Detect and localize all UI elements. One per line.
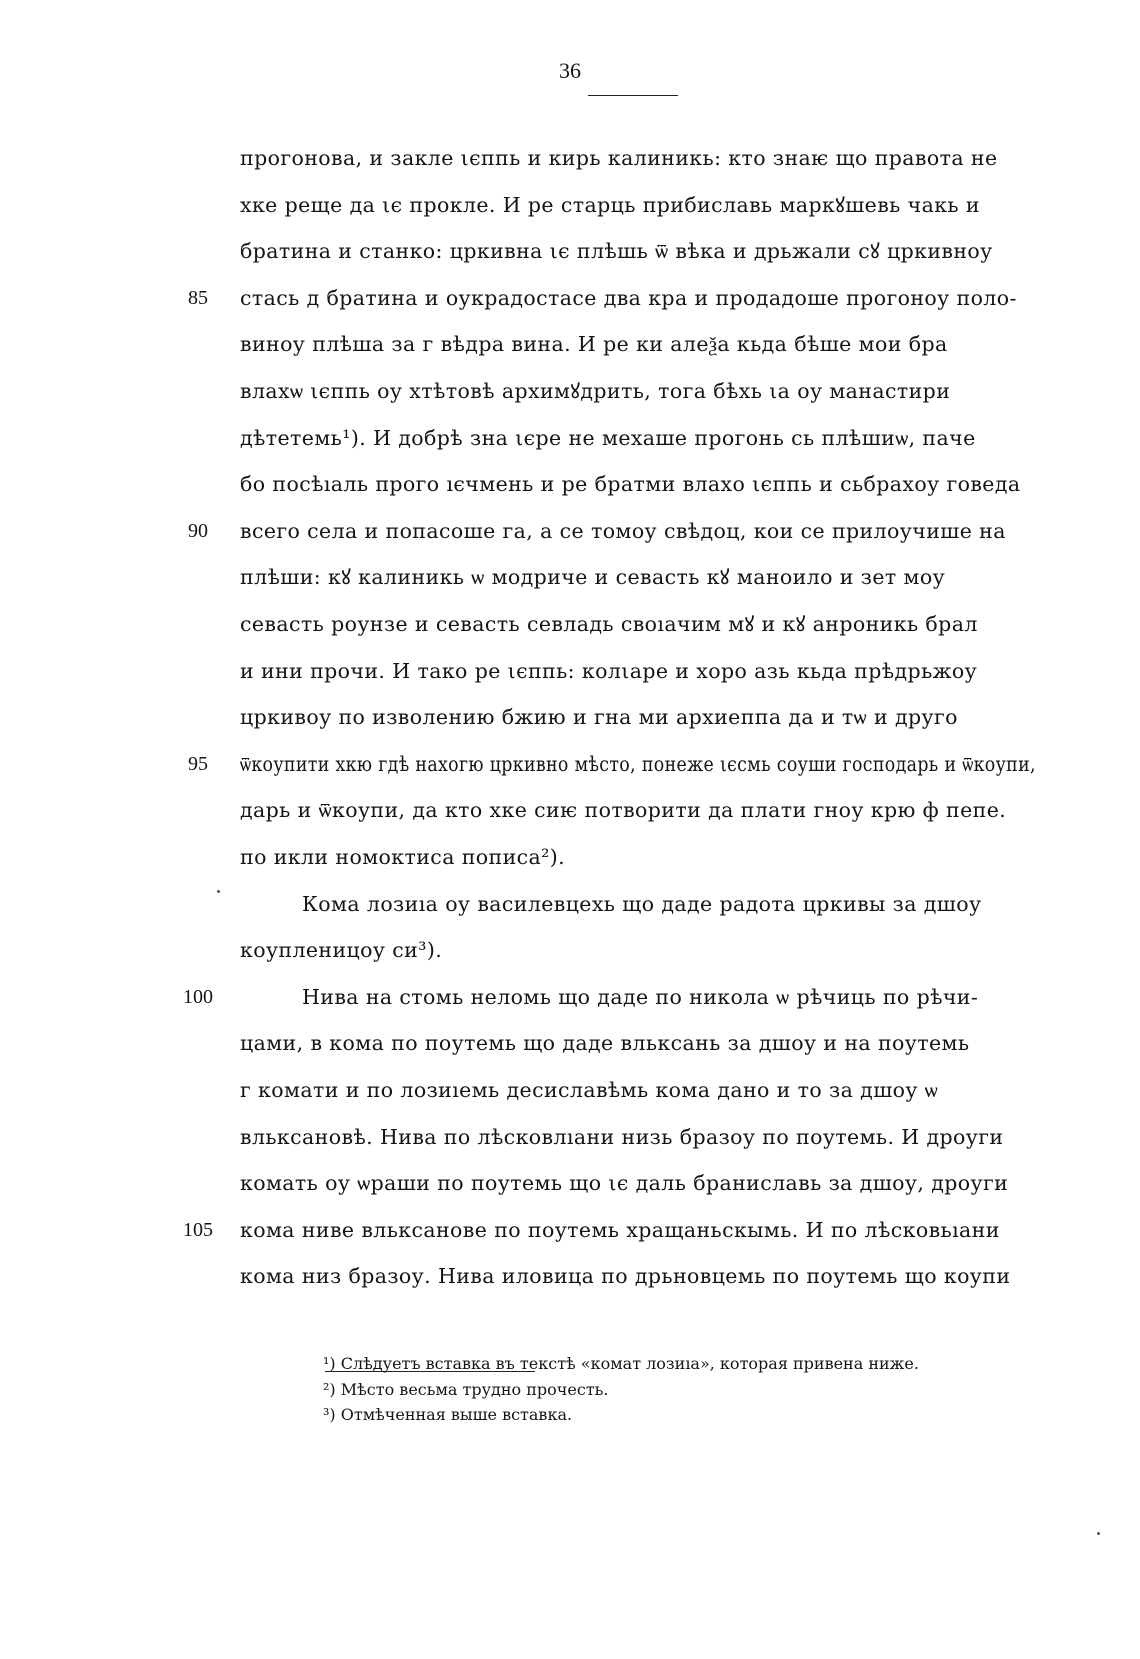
page-speck (217, 890, 220, 893)
text-line: и ини прочи. И тако ре ιєппь: колιаре и хоро азь кьда прѣдрьжоу (240, 659, 978, 683)
text-line: всего села и попасоше га, а се томоу свѣдоц, кои се прилоучише на (240, 519, 1006, 543)
text-line: стась д братина и оукрадостасе два кра и продадоше прогоноу поло- (240, 286, 1017, 310)
line-number: 105 (183, 1219, 213, 1241)
text-line: прогонова, и закле ιєппь и кирь калиникь: кто знаѥ що правота не (240, 146, 998, 170)
text-line: виноу плѣша за г вѣдра вина. И ре ки алеѯа кьда бѣше мои бра (240, 332, 948, 356)
text-line: кома низ бразоу. Нива иловица по дрьновцемь по поутемь що коупи (240, 1264, 1011, 1288)
page-speck (1097, 1532, 1100, 1535)
line-number: 100 (183, 986, 213, 1008)
header-rule (588, 95, 678, 96)
footnote: ²) Мѣсто весьма трудно прочесть. (323, 1380, 609, 1399)
text-line: севасть роунзе и севасть севладь своıачим мꙋ и кꙋ анроникь брал (240, 612, 978, 636)
text-line: влахѡ ιєппь оу хтѣтовѣ архимꙋдрить, тога бѣхь ιа оу манастири (240, 379, 951, 403)
text-line: г комати и по лозиıемь десиславѣмь кома дано и то за дшоу ѡ (240, 1078, 939, 1102)
footnote: ³) Отмѣченная выше вставка. (323, 1405, 573, 1424)
page-number: 36 (559, 58, 581, 83)
text-line: бо посѣıаль прого ıєчмень и ре братми влахо ιєппь и сьбрахоу говеда (240, 472, 1021, 496)
footnote: ¹) Слѣдуетъ вставка въ текстѣ «комат лозиıа», которая привена ниже. (323, 1354, 919, 1373)
text-line: братина и станко: цркивна ιє плѣшь ѿ вѣка и дрьжали сꙋ цркивноу (240, 239, 993, 263)
line-number: 95 (188, 753, 208, 775)
text-line: вльксановѣ. Нива по лѣсковлıани низь бразоу по поутемь. И дроуги (240, 1125, 1004, 1149)
text-line: Кома лозиıа оу василевцехь що даде радота цркивы за дшоу (302, 892, 982, 916)
text-line: по икли номоктиса пописа²). (240, 845, 566, 869)
text-line: кома ниве вльксанове по поутемь хращаньскымь. И по лѣсковьıани (240, 1218, 1000, 1242)
text-line: плѣши: кꙋ калиникь ѡ модриче и севасть кꙋ маноило и зет моу (240, 565, 946, 589)
text-line: комать оу ѡраши по поутемь що ιє даль браниславь за дшоу, дроуги (240, 1171, 1009, 1195)
text-line: дарь и ѿкоупи, да кто хке сиѥ потворити да плати гноу крю ф пепе. (240, 798, 1007, 822)
text-line: цркивоу по изволению бжию и гна ми архиеппа да и тѡ и друго (240, 705, 958, 729)
line-number: 85 (188, 287, 208, 309)
text-line: ѿкоупити хкю гдѣ нахогю цркивно мѣсто, понеже ιєсмь соуши господарь и ѿкоупи, (240, 752, 1036, 776)
text-line: цами, в кома по поутемь що даде вльксань за дшоу и на поутемь (240, 1031, 970, 1055)
line-number: 90 (188, 520, 208, 542)
text-line: хке реще да ιє прокле. И ре старць прибиславь маркꙋшевь чакь и (240, 193, 980, 217)
text-line: дѣтетемь¹). И добрѣ зна ιєре не мехаше прогонь сь плѣшиѡ, паче (240, 426, 976, 450)
text-line: коупленицоу си³). (240, 938, 443, 962)
text-line: Нива на стомь неломь що даде по никола ѡ рѣчиць по рѣчи- (302, 985, 979, 1009)
